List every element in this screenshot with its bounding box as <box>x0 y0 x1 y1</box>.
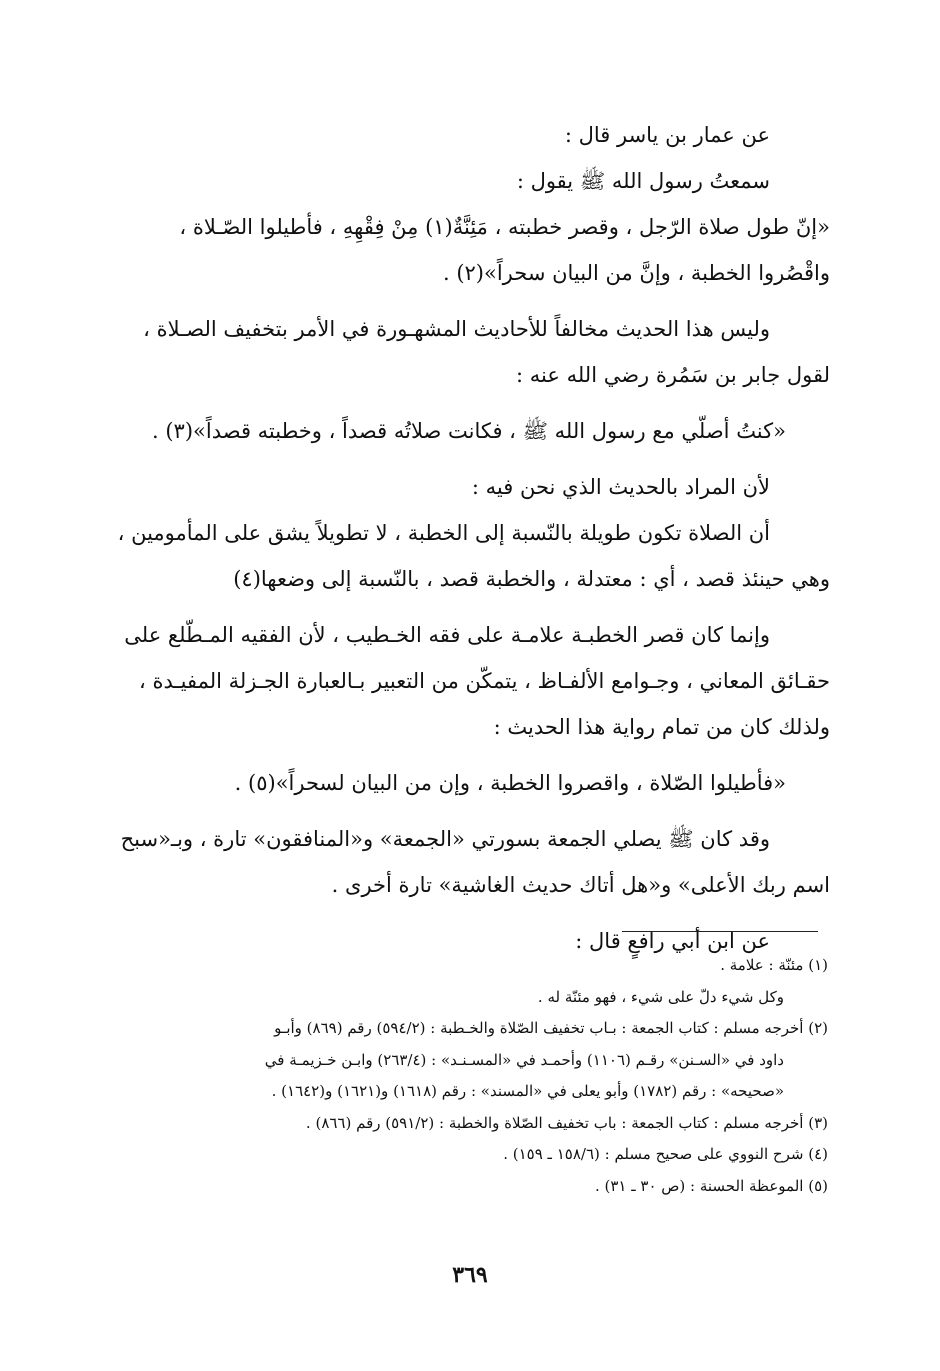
hadith-quote-line: «كنتُ أصلّي مع رسول الله ﷺ ، فكانت صلاتُه قصداً ، وخطبته قصداً»(٣) . <box>152 419 786 443</box>
footnotes <box>118 950 828 1202</box>
footnote-line: (٢) أخرجه مسلم : كتاب الجمعة : بـاب تخفيف الصّلاة والخـطبة : (٥٩٤/٢) رقم (٨٦٩) وأبـو <box>274 1019 828 1037</box>
footnote-separator <box>622 931 818 932</box>
text-line: لقول جابر بن سَمُرة رضي الله عنه : <box>516 363 830 387</box>
footnote-line: (٣) أخرجه مسلم : كتاب الجمعة : باب تخفيف الصّلاة والخطبة : (٥٩١/٢) رقم (٨٦٦) . <box>305 1113 828 1132</box>
text-line: سمعتُ رسول الله ﷺ يقول : <box>516 169 770 193</box>
text-line: حقـائق المعاني ، وجـوامع الألفـاظ ، يتمكّن من التعبير بـالعبارة الجـزلة المفيـدة ، <box>139 669 830 693</box>
text-line: عن ابن أبي رافعٍ قال : <box>575 929 770 953</box>
text-line: وقد كان ﷺ يصلي الجمعة بسورتي «الجمعة» و«المنافقون» تارة ، وبـ«سبح <box>120 827 770 851</box>
main-text <box>118 112 830 964</box>
text-line: لأن المراد بالحديث الذي نحن فيه : <box>471 475 770 499</box>
hadith-quote-line: «فأطيلوا الصّلاة ، واقصروا الخطبة ، وإن من البيان لسحراً»(٥) . <box>234 771 786 795</box>
text-line: وإنما كان قصر الخطبـة علامـة على فقه الخـطيب ، لأن الفقيه المـطّلع على <box>124 623 770 647</box>
text-line: وليس هذا الحديث مخالفاً للأحاديث المشهـورة في الأمر بتخفيف الصـلاة ، <box>143 317 770 341</box>
text-line: وهي حينئذ قصد ، أي : معتدلة ، والخطبة قصد ، بالنّسبة إلى وضعها(٤) <box>233 567 830 591</box>
hadith-quote-line: واقْصُروا الخطبة ، وإنَّ من البيان سحراً»(٢) . <box>442 261 830 285</box>
text-line: اسم ربك الأعلى» و«هل أتاك حديث الغاشية» تارة أخرى . <box>331 873 830 897</box>
footnote-line: داود في «السـنن» رقـم (١١٠٦) وأحمـد في «المسـنـد» : (٢٦٣/٤) وابـن خـزيمـة في <box>264 1050 784 1069</box>
page-number: ٣٦٩ <box>452 1262 488 1288</box>
footnote-line: (١) مئنّة : علامة . <box>720 956 828 974</box>
hadith-quote-line: «إنّ طول صلاة الرّجل ، وقصر خطبته ، مَئِنَّةٌ(١) مِنْ فِقْهِهِ ، فأطيلوا الصّـلاة ، <box>179 215 830 239</box>
footnote-line: (٥) الموعظة الحسنة : (ص ٣٠ ـ ٣١) . <box>594 1176 828 1195</box>
text-line: أن الصلاة تكون طويلة بالنّسبة إلى الخطبة ، لا تطويلاً يشق على المأمومين ، <box>118 521 770 545</box>
footnote-line: (٤) شرح النووي على صحيح مسلم : (١٥٨/٦ ـ ١٥٩) . <box>503 1145 828 1163</box>
text-line: ولذلك كان من تمام رواية هذا الحديث : <box>493 715 830 739</box>
footnote-line: وكل شيء دلّ على شيء ، فهو مئنّة له . <box>537 987 784 1006</box>
footnote-line: «صحيحه» : رقم (١٧٨٢) وأبو يعلى في «المسند» : رقم (١٦١٨) و(١٦٢١) و(١٦٤٢) . <box>271 1082 784 1100</box>
text-line: عن عمار بن ياسر قال : <box>564 123 770 147</box>
